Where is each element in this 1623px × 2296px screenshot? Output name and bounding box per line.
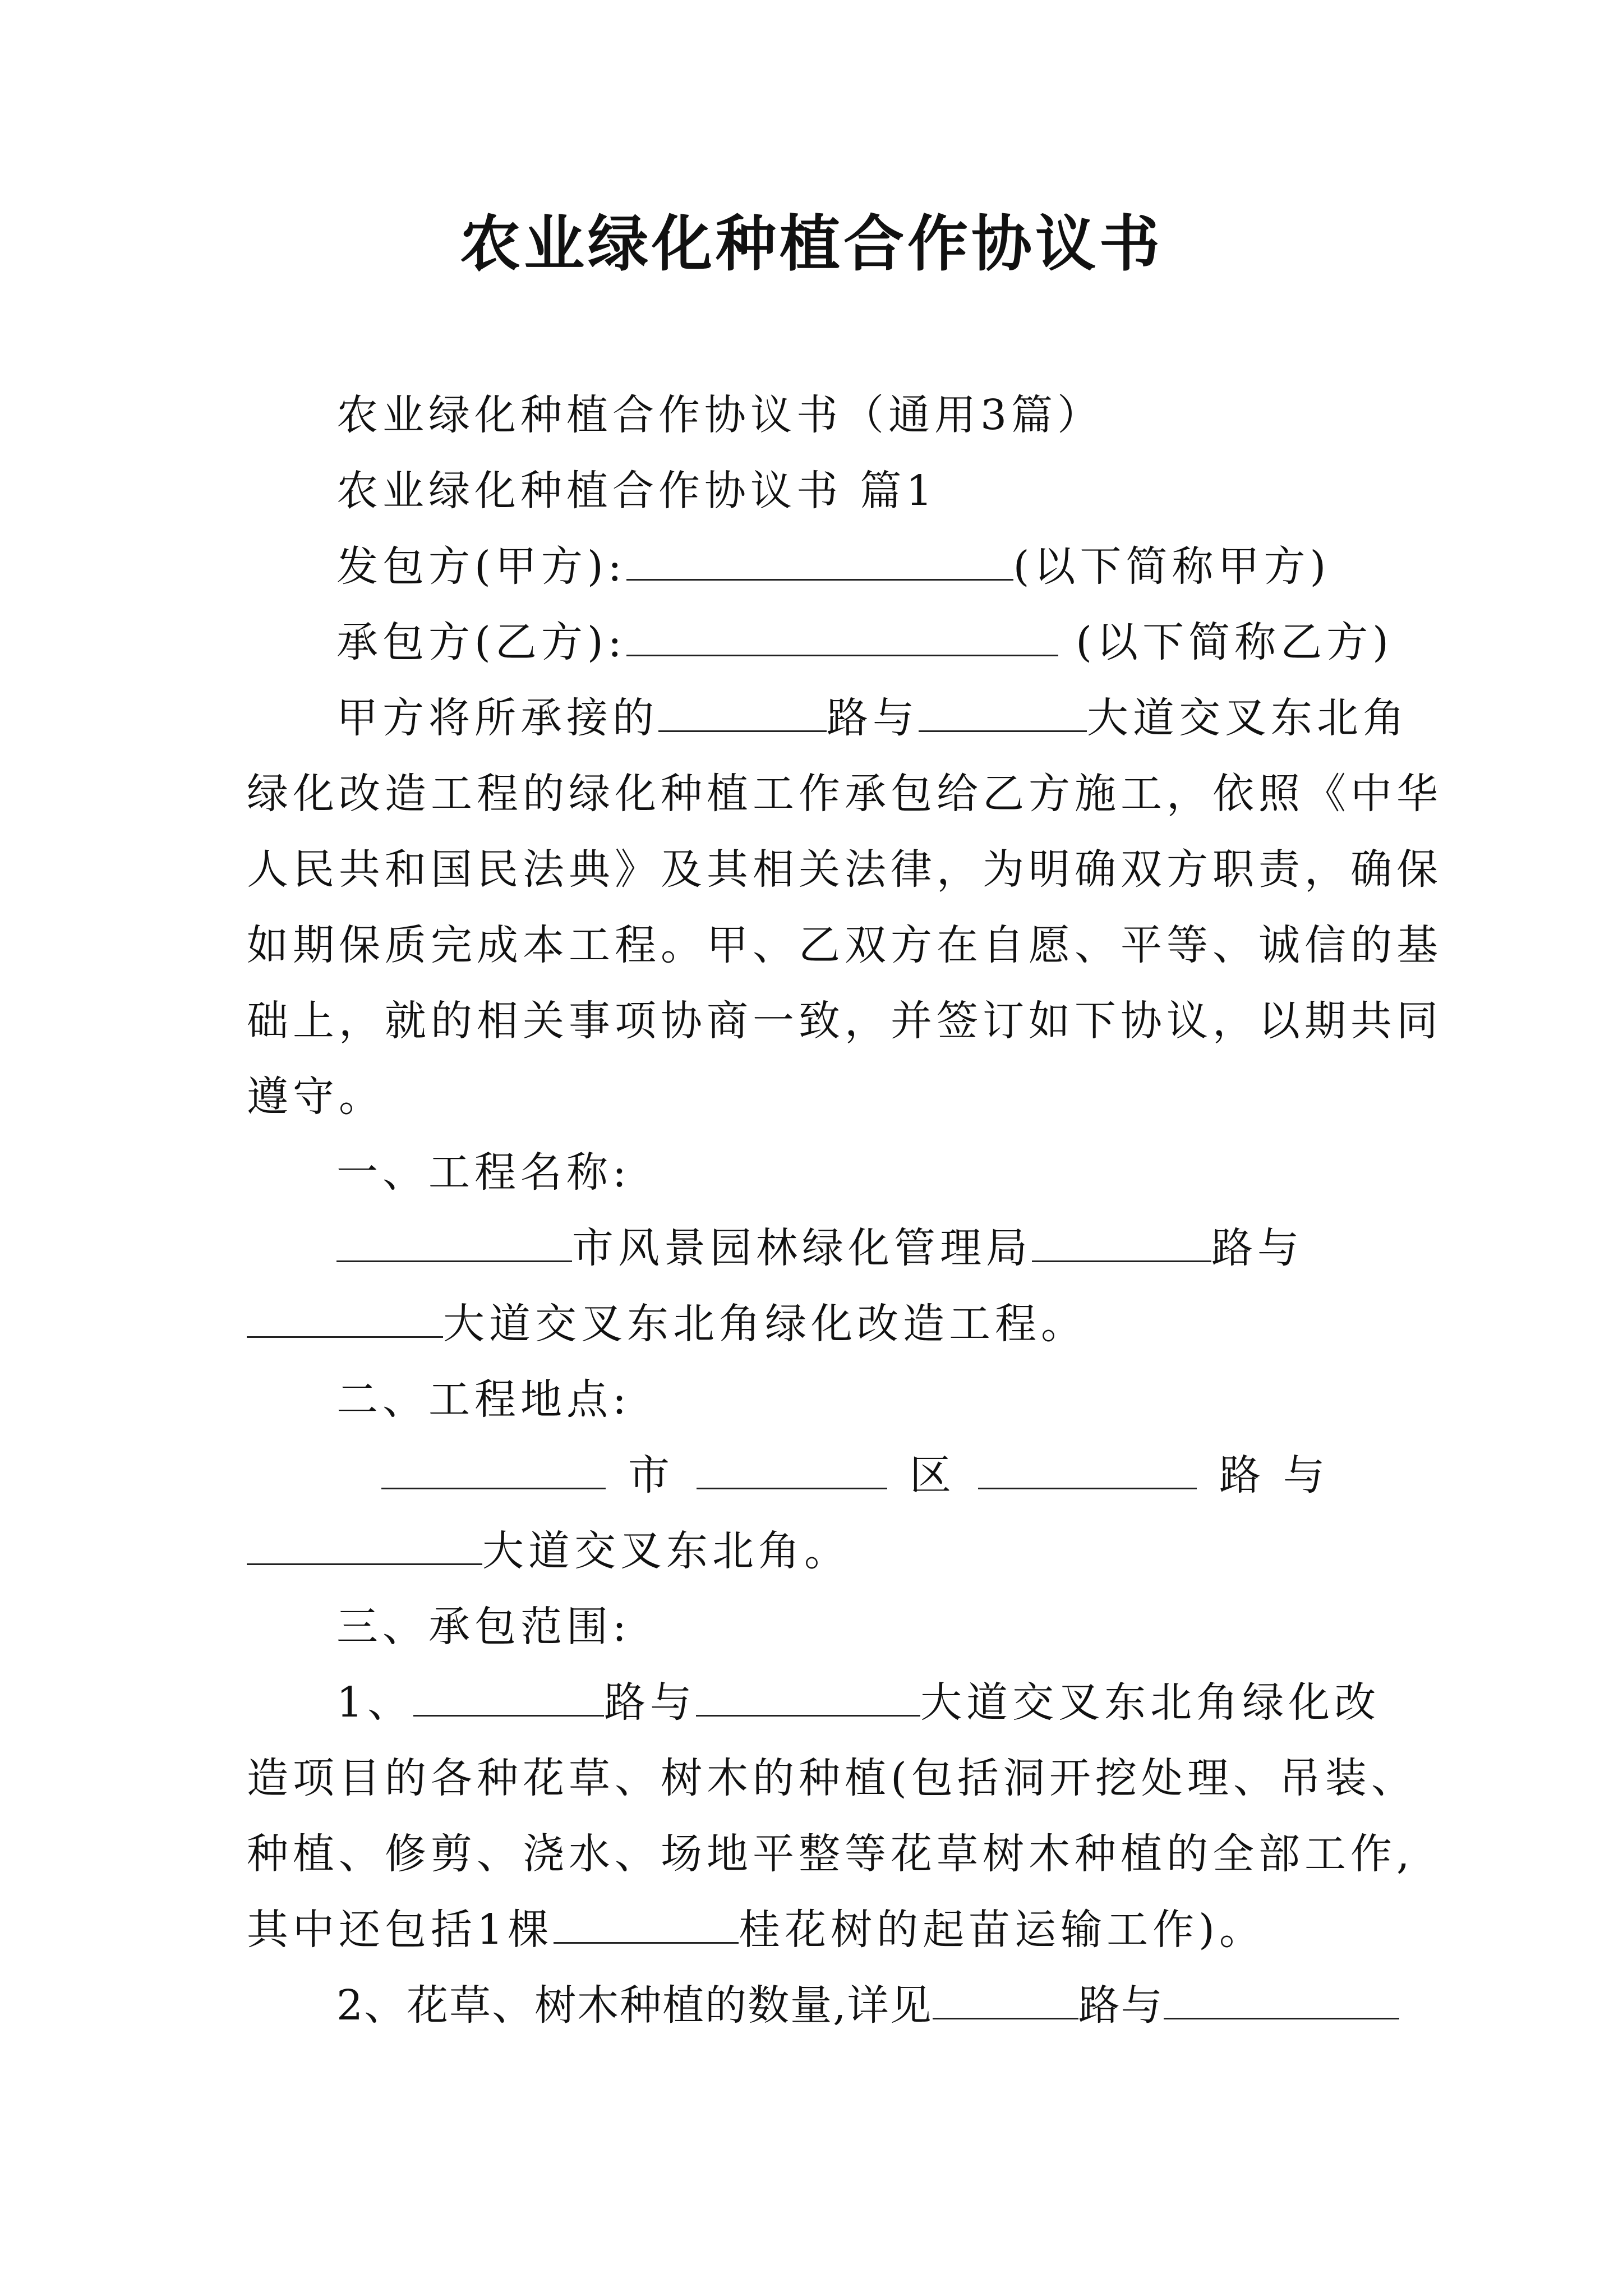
- body-para-line-6: 遵守。: [247, 1073, 385, 1121]
- body-text: 路与: [604, 1678, 697, 1727]
- body-text: 区: [910, 1451, 956, 1499]
- avenue-blank: [919, 690, 1087, 732]
- body-para-line-2: 绿化改造工程的绿化种植工作承包给乙方施工，依照《中华: [247, 770, 1442, 818]
- road-blank: [978, 1447, 1197, 1489]
- road-blank: [658, 690, 827, 732]
- road-blank: [933, 1977, 1078, 2019]
- scope-line-3: 种植、修剪、浇水、场地平整等花草树木种植的全部工作,: [247, 1830, 1414, 1878]
- project-location-line-1: [336, 1447, 1385, 1503]
- body-text: 路与: [1078, 1981, 1164, 2030]
- party-b-blank: [626, 614, 1058, 656]
- body-text: 大道交叉东北角。: [482, 1527, 850, 1575]
- party-a-line: [336, 539, 1385, 595]
- body-text: 路与: [827, 694, 919, 742]
- scope-line-4: [247, 1902, 1385, 1958]
- body-text: 大道交叉东北角: [1087, 694, 1409, 742]
- body-para-line-4: 如期保质完成本工程。甲、乙双方在自愿、平等、诚信的基: [247, 921, 1442, 969]
- district-blank: [697, 1447, 887, 1489]
- subtitle-general: 农业绿化种植合作协议书（通用3篇）: [336, 391, 1104, 439]
- body-text: 其中还包括1棵: [247, 1906, 554, 1954]
- scope-line-2: 造项目的各种花草、树木的种植(包括洞开挖处理、吊装、: [247, 1754, 1417, 1802]
- body-para-line-1: [336, 690, 1409, 746]
- body-text: 路与: [1219, 1451, 1347, 1499]
- body-text: 1、: [336, 1678, 414, 1727]
- project-name-line-1: [336, 1220, 1385, 1276]
- road-blank: [1032, 1220, 1211, 1262]
- avenue-blank: [247, 1523, 482, 1565]
- road-blank: [413, 1674, 604, 1717]
- body-para-line-3: 人民共和国民法典》及其相关法律，为明确双方职责，确保: [247, 845, 1442, 894]
- section-project-location-heading: 二、工程地点:: [336, 1375, 631, 1424]
- body-text: 大道交叉东北角绿化改造工程。: [443, 1300, 1087, 1348]
- party-a-note: (以下简称甲方): [1013, 542, 1331, 591]
- body-text: 路与: [1211, 1224, 1303, 1272]
- body-text: 2、花草、树木种植的数量,详见: [336, 1981, 933, 2030]
- party-b-note: (以下简称乙方): [1058, 618, 1393, 666]
- avenue-blank: [1164, 1977, 1399, 2019]
- body-text: 市风景园林绿化管理局: [572, 1224, 1032, 1272]
- section-heading-part1: 农业绿化种植合作协议书 篇1: [336, 467, 937, 515]
- section-scope-heading: 三、承包范围:: [336, 1603, 631, 1651]
- city-blank: [336, 1220, 572, 1262]
- section-project-name-heading: 一、工程名称:: [336, 1148, 631, 1197]
- city-blank: [381, 1447, 606, 1489]
- body-text: 大道交叉东北角绿化改: [920, 1678, 1381, 1727]
- avenue-blank: [247, 1296, 443, 1338]
- osmanthus-blank: [554, 1902, 739, 1944]
- body-para-line-5: 础上，就的相关事项协商一致，并签订如下协议，以期共同: [247, 997, 1442, 1045]
- body-text: 桂花树的起苗运输工作)。: [739, 1906, 1265, 1954]
- body-text: 市: [628, 1451, 674, 1499]
- party-b-label: 承包方(乙方):: [336, 618, 626, 666]
- avenue-blank: [696, 1674, 920, 1717]
- document-title: 农业绿化种植合作协议书: [459, 209, 1163, 279]
- party-a-blank: [626, 539, 1013, 581]
- scope-line-1: [336, 1674, 1385, 1731]
- scope-line-5: [336, 1977, 1385, 2033]
- party-b-line: [336, 614, 1393, 670]
- project-name-line-2: [247, 1296, 1385, 1352]
- project-location-line-2: [247, 1523, 1385, 1579]
- party-a-label: 发包方(甲方):: [336, 542, 626, 591]
- body-text: 甲方将所承接的: [336, 694, 658, 742]
